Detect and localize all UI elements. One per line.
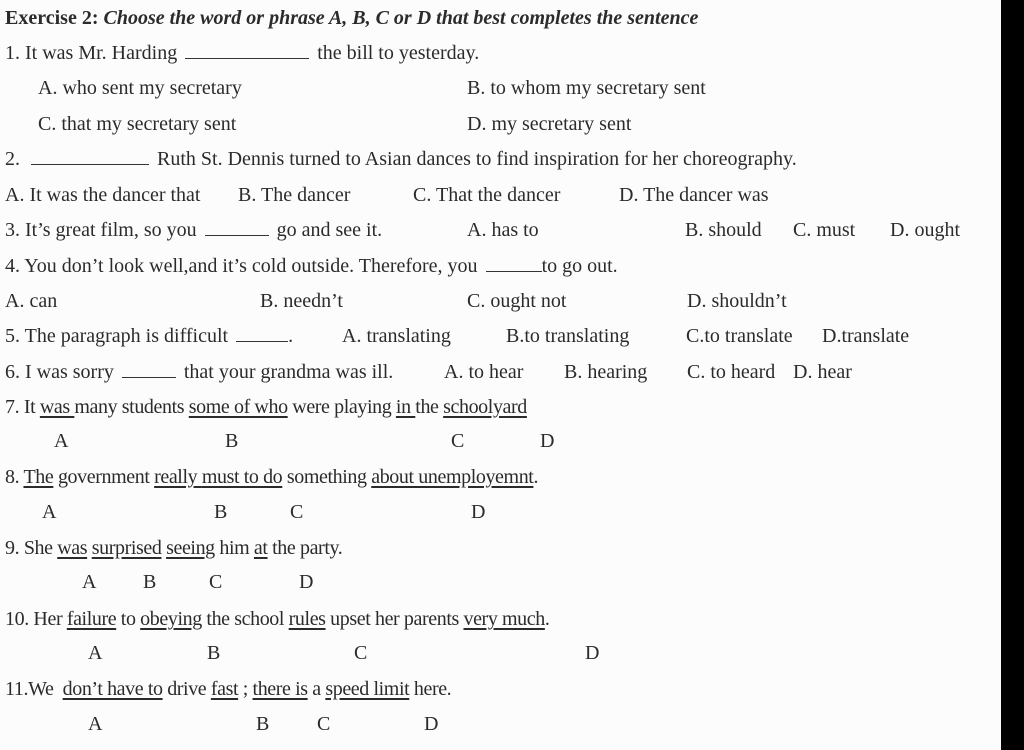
letter-11c[interactable]: C [317, 713, 331, 735]
question-9 [5, 533, 342, 563]
question-6 [5, 357, 393, 387]
underlined-segment: about unemployemnt [371, 466, 534, 488]
sentence-segment: Her [33, 608, 67, 630]
question-stem-before: You don’t look well,and it’s cold outside. Therefore, you [24, 255, 478, 277]
answer-blank[interactable] [31, 146, 149, 165]
option-6a[interactable]: A. to hear [444, 361, 524, 383]
question-stem-after: to go out. [541, 255, 618, 277]
letter-8b[interactable]: B [214, 501, 228, 523]
sentence-segment: drive [162, 678, 211, 700]
option-1d[interactable]: D. my secretary sent [467, 113, 632, 135]
question-stem-after: Ruth St. Dennis turned to Asian dances to find inspiration for her choreography. [157, 148, 797, 170]
answer-blank[interactable] [205, 217, 269, 236]
question-5 [5, 321, 293, 351]
letter-10a[interactable]: A [88, 642, 103, 664]
sentence-segment: upset her parents [325, 608, 464, 630]
underlined-segment: very much [463, 608, 545, 630]
option-6b[interactable]: B. hearing [564, 361, 648, 383]
option-4d[interactable]: D. shouldn’t [687, 290, 787, 312]
letter-11d[interactable]: D [424, 713, 439, 735]
underlined-segment: don’t have to [62, 678, 163, 700]
underlined-segment: failure [66, 608, 117, 630]
question-1 [5, 38, 479, 68]
question-stem-before: It was Mr. Harding [25, 42, 178, 64]
question-4 [5, 251, 618, 281]
letter-8c[interactable]: C [290, 501, 304, 523]
answer-blank[interactable] [185, 40, 309, 59]
exercise-instruction: Choose the word or phrase A, B, C or D that best completes the sentence [103, 7, 699, 29]
question-number: 3. [5, 219, 20, 241]
question-8 [5, 462, 538, 492]
question-sentence [24, 396, 527, 418]
question-number: 9. [5, 537, 20, 559]
sentence-segment: a [307, 678, 326, 700]
sentence-segment: She [23, 537, 58, 559]
question-number: 7. [5, 396, 20, 418]
underlined-segment: was [39, 396, 75, 418]
sentence-segment: We [28, 678, 63, 700]
sentence-segment: the party. [267, 537, 343, 559]
question-stem-before: I was sorry [25, 361, 114, 383]
underlined-segment: obeying [140, 608, 202, 630]
exercise-label: Exercise 2: [5, 7, 99, 29]
letter-11a[interactable]: A [88, 713, 103, 735]
option-2c[interactable]: C. That the dancer [413, 184, 561, 206]
sentence-segment: It [23, 396, 40, 418]
black-margin-bar [1001, 0, 1024, 750]
question-sentence [28, 678, 451, 700]
question-number: 1. [5, 42, 20, 64]
option-1c[interactable]: C. that my secretary sent [38, 113, 237, 135]
question-number: 2. [5, 148, 20, 170]
question-number: 4. [5, 255, 20, 277]
letter-9a[interactable]: A [82, 571, 97, 593]
underlined-segment: rules [288, 608, 326, 630]
letter-7a[interactable]: A [54, 430, 69, 452]
option-5b[interactable]: B.to translating [506, 325, 630, 347]
answer-blank[interactable] [486, 253, 542, 272]
underlined-segment: must to do [201, 466, 283, 488]
underlined-segment: some of who [188, 396, 288, 418]
option-4a[interactable]: A. can [5, 290, 58, 312]
question-2 [5, 144, 797, 174]
question-stem-before: The paragraph is difficult [24, 325, 229, 347]
question-sentence [24, 537, 343, 559]
sentence-segment: many students [74, 396, 189, 418]
sentence-segment: ; [238, 678, 253, 700]
question-number: 8. [5, 466, 20, 488]
option-5a[interactable]: A. translating [342, 325, 451, 347]
exercise-title [5, 3, 698, 33]
sentence-segment: government [53, 466, 155, 488]
letter-7d[interactable]: D [540, 430, 555, 452]
question-sentence [23, 466, 538, 488]
answer-blank[interactable] [122, 359, 176, 378]
answer-blank[interactable] [236, 323, 288, 342]
option-5d[interactable]: D.translate [822, 325, 910, 347]
sentence-segment: here. [409, 678, 452, 700]
underlined-segment: in [395, 396, 416, 418]
underlined-segment: was [57, 537, 88, 559]
letter-9c[interactable]: C [209, 571, 223, 593]
question-stem-before: It’s great film, so you [25, 219, 197, 241]
letter-7b[interactable]: B [225, 430, 239, 452]
underlined-segment: really [154, 466, 202, 488]
underlined-segment: seeing [166, 537, 215, 559]
sentence-segment: . [544, 608, 550, 630]
question-number: 10. [5, 608, 29, 630]
option-2a[interactable]: A. It was the dancer that [5, 184, 201, 206]
sentence-segment: were playing [287, 396, 396, 418]
question-number: 5. [5, 325, 20, 347]
underlined-segment: schoolyard [443, 396, 527, 418]
sentence-segment: to [116, 608, 141, 630]
question-stem-after: go and see it. [276, 219, 383, 241]
option-2d[interactable]: D. The dancer was [619, 184, 769, 206]
question-stem-after: that your grandma was ill. [183, 361, 394, 383]
underlined-segment: surprised [91, 537, 162, 559]
question-10 [5, 604, 549, 634]
question-3 [5, 215, 382, 245]
question-number: 6. [5, 361, 20, 383]
sentence-segment: the [415, 396, 444, 418]
sentence-segment: him [214, 537, 254, 559]
letter-10b[interactable]: B [207, 642, 221, 664]
option-6c[interactable]: C. to heard [687, 361, 776, 383]
question-sentence [33, 608, 549, 630]
option-2b[interactable]: B. The dancer [238, 184, 351, 206]
option-4b[interactable]: B. needn’t [260, 290, 343, 312]
underlined-segment: speed limit [325, 678, 410, 700]
option-3b[interactable]: B. should [685, 219, 762, 241]
option-4c[interactable]: C. ought not [467, 290, 567, 312]
question-stem-after: . [288, 325, 294, 347]
letter-8d[interactable]: D [471, 501, 486, 523]
letter-10c[interactable]: C [354, 642, 368, 664]
question-stem-after: the bill to yesterday. [317, 42, 480, 64]
letter-9b[interactable]: B [143, 571, 157, 593]
question-7 [5, 392, 527, 422]
sentence-segment: something [282, 466, 372, 488]
sentence-segment: the school [201, 608, 289, 630]
underlined-segment: The [23, 466, 54, 488]
option-1b[interactable]: B. to whom my secretary sent [467, 77, 706, 99]
option-3c[interactable]: C. must [793, 219, 856, 241]
letter-9d[interactable]: D [299, 571, 314, 593]
letter-7c[interactable]: C [451, 430, 465, 452]
sentence-segment: . [533, 466, 539, 488]
option-3d[interactable]: D. ought [890, 219, 960, 241]
underlined-segment: there is [252, 678, 308, 700]
option-1a[interactable]: A. who sent my secretary [38, 77, 242, 99]
underlined-segment: at [253, 537, 268, 559]
option-6d[interactable]: D. hear [793, 361, 852, 383]
underlined-segment: fast [210, 678, 239, 700]
question-number: 11. [5, 678, 29, 700]
letter-8a[interactable]: A [42, 501, 57, 523]
option-3a[interactable]: A. has to [467, 219, 539, 241]
letter-10d[interactable]: D [585, 642, 600, 664]
option-5c[interactable]: C.to translate [686, 325, 793, 347]
question-11 [5, 674, 451, 704]
letter-11b[interactable]: B [256, 713, 270, 735]
